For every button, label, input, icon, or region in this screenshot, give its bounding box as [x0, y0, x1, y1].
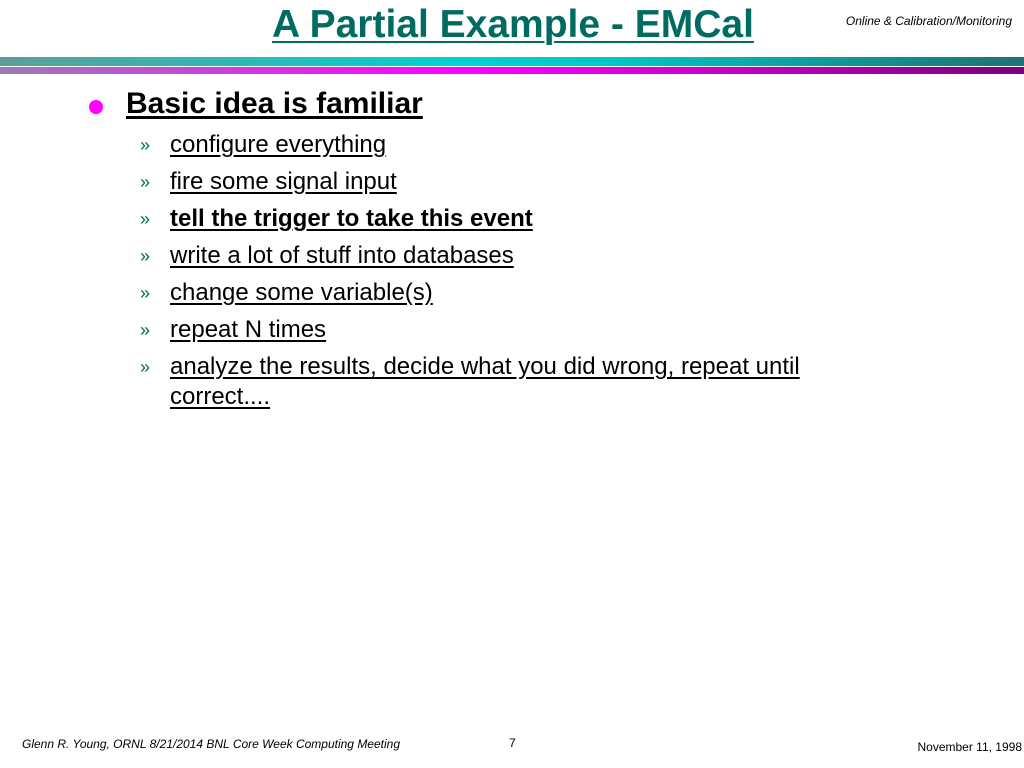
list-item-text: fire some signal input: [170, 168, 397, 195]
double-chevron-icon: »: [140, 320, 151, 340]
list-item: [140, 352, 860, 412]
double-chevron-icon: »: [140, 283, 151, 303]
double-chevron-icon: »: [140, 135, 151, 155]
slide-title: A Partial Example - EMCal: [272, 3, 754, 46]
list-item: [140, 204, 860, 234]
list-item-text: tell the trigger to take this event: [170, 205, 533, 232]
sub-bullet-list: [140, 130, 860, 419]
double-chevron-icon: »: [140, 172, 151, 192]
list-item: [140, 241, 860, 271]
list-item: [140, 278, 860, 308]
list-item: [140, 315, 860, 345]
double-chevron-icon: »: [140, 357, 151, 377]
bullet-dot-icon: [88, 96, 108, 116]
list-item-text: change some variable(s): [170, 279, 433, 306]
list-item: [140, 130, 860, 160]
list-item-text: configure everything: [170, 131, 387, 158]
main-bullet-heading: Basic idea is familiar: [126, 87, 423, 120]
header-band-magenta: [0, 67, 1024, 74]
list-item: [140, 167, 860, 197]
slide-title-wrap: [266, 2, 760, 48]
bullet-dot: [89, 100, 103, 114]
footer-date: November 11, 1998: [917, 740, 1022, 754]
double-chevron-icon: »: [140, 209, 151, 229]
list-item-text: repeat N times: [170, 316, 327, 343]
footer-page-number: 7: [509, 736, 516, 750]
footer-author: Glenn R. Young, ORNL 8/21/2014 BNL Core Week Computing Meeting: [22, 737, 401, 751]
double-chevron-icon: »: [140, 246, 151, 266]
list-item-text: write a lot of stuff into databases: [170, 242, 514, 269]
list-item-text: analyze the results, decide what you did wrong, repeat until correct....: [170, 353, 800, 410]
header-band-teal: [0, 57, 1024, 66]
header-topic: Online & Calibration/Monitoring: [845, 14, 1012, 28]
